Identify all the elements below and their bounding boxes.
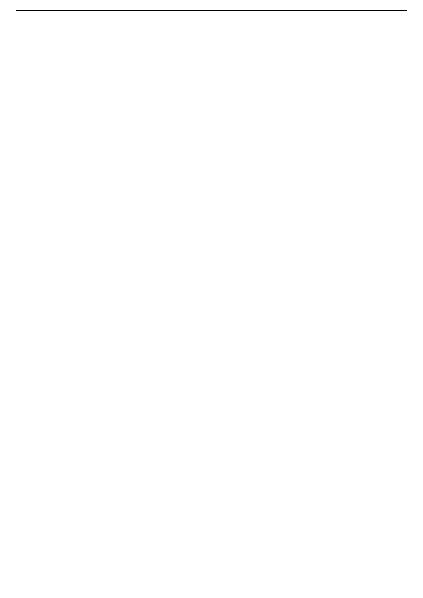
page-header (16, 8, 407, 11)
page-content (16, 25, 407, 29)
